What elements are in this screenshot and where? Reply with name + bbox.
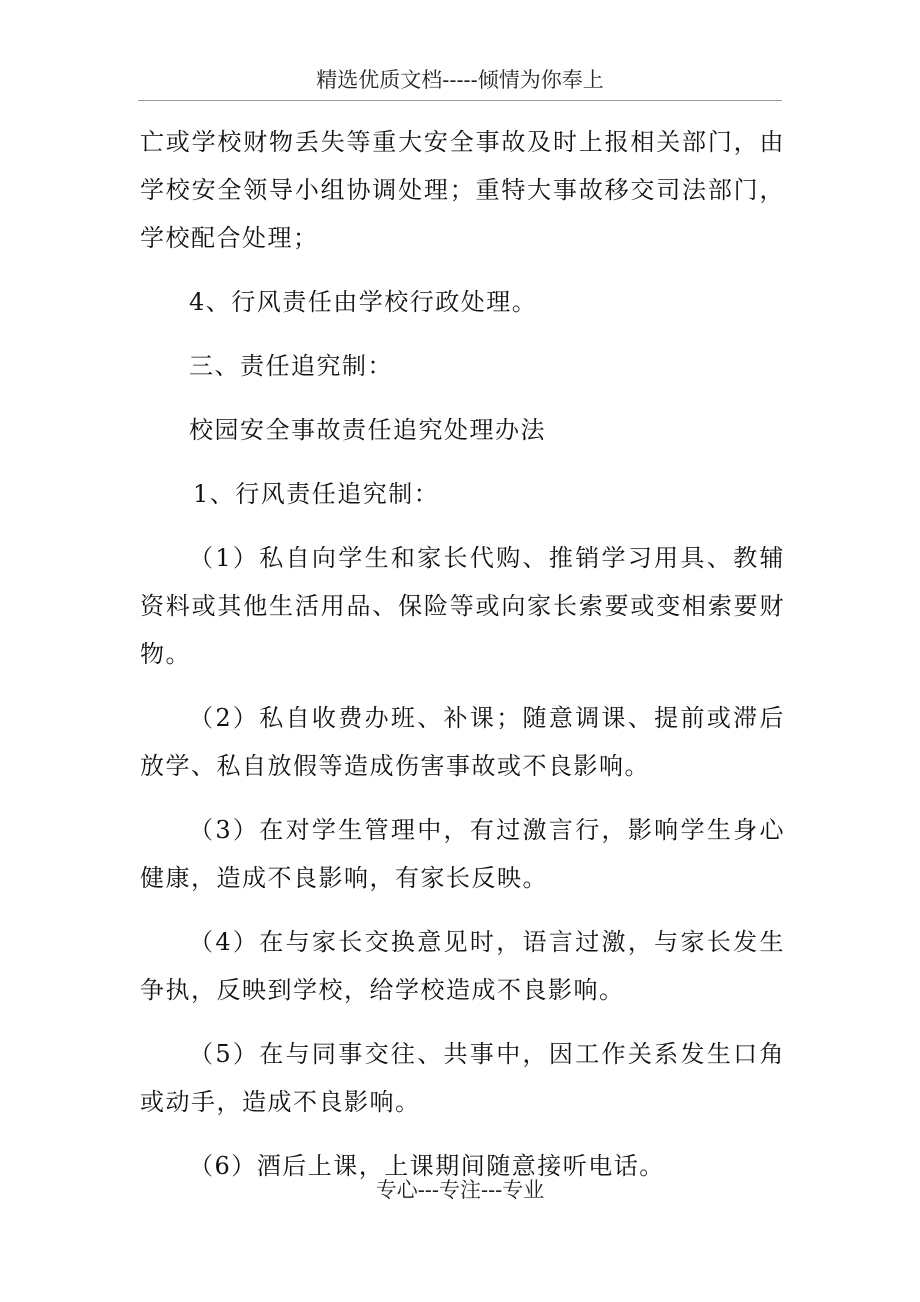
list-item-2: （2）私自收费办班、补课；随意调课、提前或滞后放学、私自放假等造成伤害事故或不良影响。 — [140, 704, 785, 780]
list-item-3: （3）在对学生管理中，有过激言行，影响学生身心健康，造成不良影响，有家长反映。 — [140, 816, 785, 892]
document-body — [140, 118, 785, 1190]
page-header: 精选优质文档-----倾情为你奉上 — [316, 68, 604, 92]
list-item-1: （1）私自向学生和家长代购、推销学习用具、教辅资料或其他生活用品、保险等或向家长索要或变相索要财物。 — [140, 544, 785, 668]
paragraph-continuation: 亡或学校财物丢失等重大安全事故及时上报相关部门，由学校安全领导小组协调处理；重特大事故移交司法部门，学校配合处理； — [140, 128, 785, 252]
subsection-title: 校园安全事故责任追究处理办法 — [189, 416, 546, 444]
subsection-heading-1: 1、行风责任追究制： — [193, 480, 440, 508]
list-item-5: （5）在与同事交往、共事中，因工作关系发生口角或动手，造成不良影响。 — [140, 1040, 785, 1116]
list-item-4: （4）在与家长交换意见时，语言过激，与家长发生争执，反映到学校，给学校造成不良影响。 — [140, 928, 785, 1004]
header-divider — [138, 100, 782, 101]
page-footer: 专心---专注---专业 — [375, 1178, 545, 1202]
list-item-6: （6）酒后上课，上课期间随意接听电话。 — [189, 1152, 665, 1180]
paragraph-item-4: 4、行风责任由学校行政处理。 — [189, 288, 538, 316]
section-heading-3: 三、责任追究制： — [189, 352, 393, 380]
